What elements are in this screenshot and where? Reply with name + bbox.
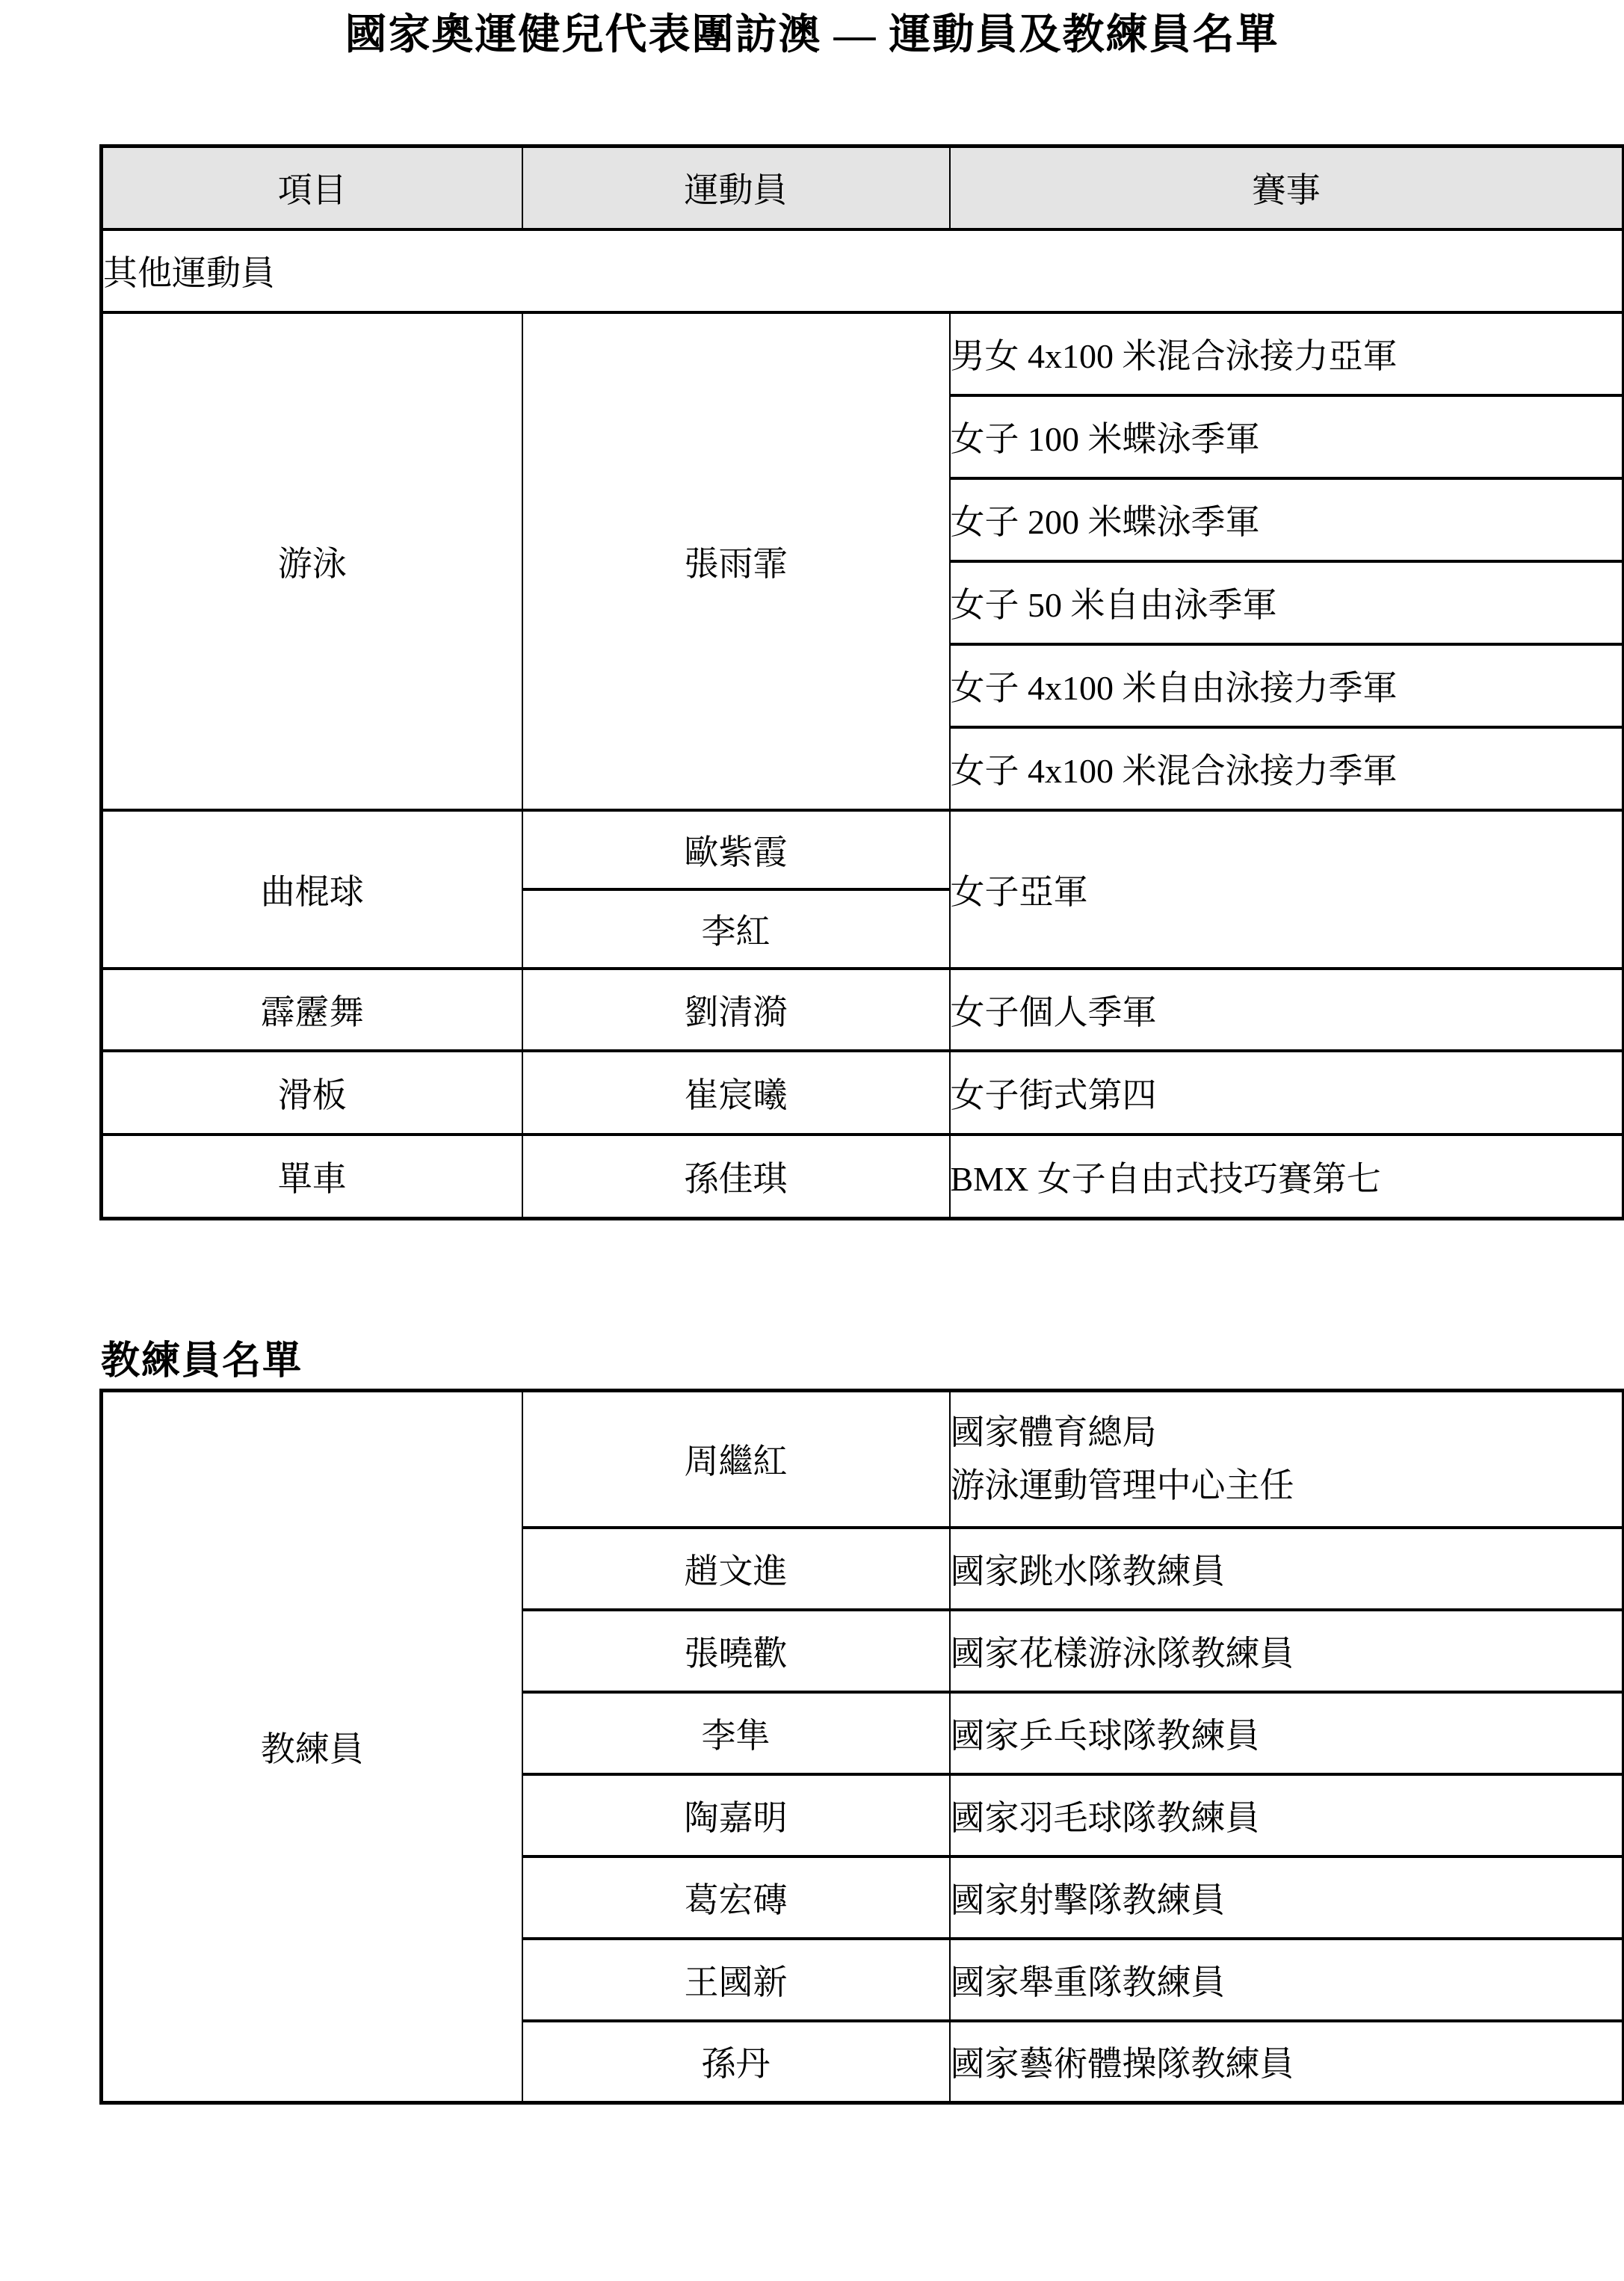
athlete-cell: 孫佳琪 [522,1135,950,1219]
coach-name-cell: 周繼紅 [522,1391,950,1528]
page-title: 國家奧運健兒代表團訪澳 — 運動員及教練員名單 [345,12,1279,58]
table-header-row [102,146,1624,229]
coach-role-cell: 國家花樣游泳隊教練員 [950,1610,1624,1692]
coach-name-cell: 李隼 [522,1692,950,1774]
result-cell: 女子個人季軍 [950,969,1624,1051]
section-row [102,229,1624,312]
result-cell: 女子 4x100 米自由泳接力季軍 [950,644,1624,727]
coach-name-cell: 陶嘉明 [522,1774,950,1856]
table-row [102,1135,1624,1219]
coach-group-cell: 教練員 [102,1391,522,2103]
result-cell: 女子亞軍 [950,810,1624,969]
coach-name-cell: 王國新 [522,1939,950,2021]
coach-role-cell: 國家跳水隊教練員 [950,1528,1624,1610]
result-cell: 女子街式第四 [950,1051,1624,1135]
athlete-cell: 歐紫霞 [522,810,950,889]
coach-role-cell: 國家射擊隊教練員 [950,1856,1624,1939]
coach-name-cell: 張曉歡 [522,1610,950,1692]
coach-role-cell: 國家乒乓球隊教練員 [950,1692,1624,1774]
result-cell: BMX 女子自由式技巧賽第七 [950,1135,1624,1219]
coach-name-cell: 葛宏磚 [522,1856,950,1939]
table-row [102,1391,1624,1528]
section-label: 其他運動員 [102,229,1624,312]
column-header-sport: 項目 [102,146,522,229]
table-row [102,1051,1624,1135]
coach-role-cell [950,1391,1624,1528]
coach-role-cell: 國家藝術體操隊教練員 [950,2021,1624,2103]
coach-role-line: 國家體育總局 [950,1413,1157,1451]
coach-role-cell: 國家羽毛球隊教練員 [950,1774,1624,1856]
sport-cell-skateboard: 滑板 [102,1051,522,1135]
table-row [102,312,1624,395]
sport-cell-cycling: 單車 [102,1135,522,1219]
result-cell: 女子 4x100 米混合泳接力季軍 [950,727,1624,810]
result-cell: 女子 50 米自由泳季軍 [950,561,1624,644]
coach-list-heading: 教練員名單 [101,1340,303,1383]
athletes-table [99,144,1624,1220]
coaches-table [99,1389,1624,2105]
coach-role-cell: 國家舉重隊教練員 [950,1939,1624,2021]
column-header-athlete: 運動員 [522,146,950,229]
coach-name-cell: 孫丹 [522,2021,950,2103]
table-row [102,810,1624,889]
athlete-cell-swimming: 張雨霏 [522,312,950,810]
sport-cell-breaking: 霹靂舞 [102,969,522,1051]
sport-cell-swimming: 游泳 [102,312,522,810]
athlete-cell: 劉清漪 [522,969,950,1051]
coach-name-cell: 趙文進 [522,1528,950,1610]
athlete-cell: 李紅 [522,889,950,969]
sport-cell-hockey: 曲棍球 [102,810,522,969]
column-header-event: 賽事 [950,146,1624,229]
table-row [102,969,1624,1051]
coach-role-line: 游泳運動管理中心主任 [950,1466,1294,1505]
result-cell: 女子 200 米蝶泳季軍 [950,478,1624,561]
result-cell: 男女 4x100 米混合泳接力亞軍 [950,312,1624,395]
result-cell: 女子 100 米蝶泳季軍 [950,395,1624,478]
athlete-cell: 崔宸曦 [522,1051,950,1135]
